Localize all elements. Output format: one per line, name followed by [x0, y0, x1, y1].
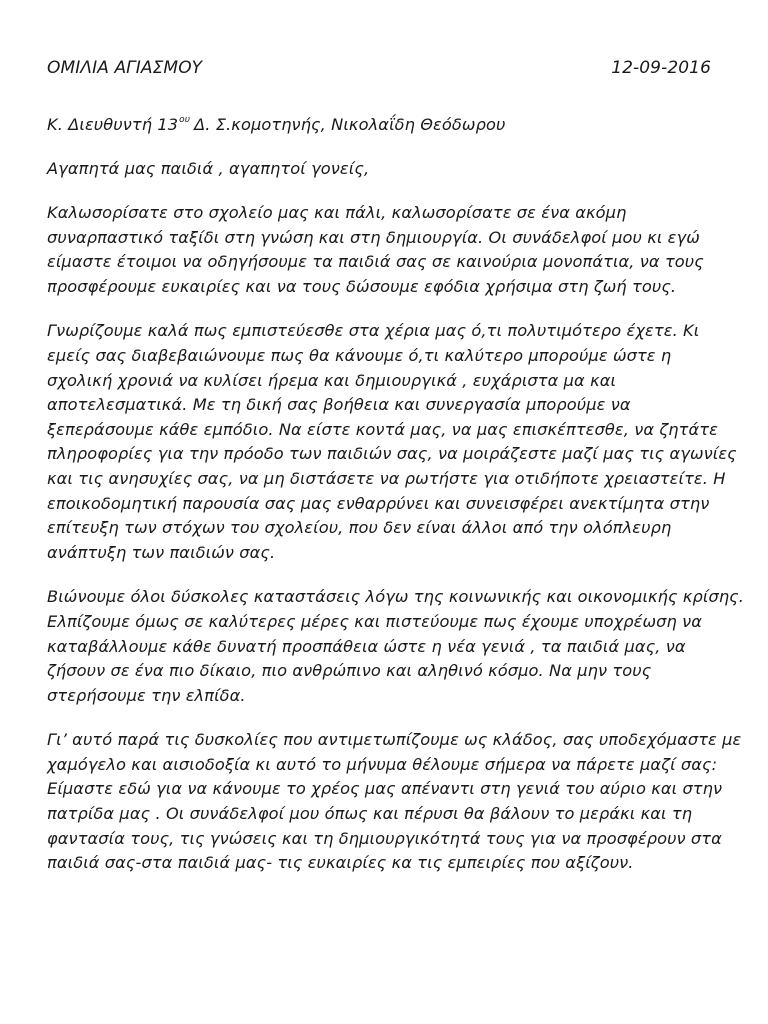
paragraph-line: πατρίδα μας . Οι συνάδελφοί μου όπως και πέρυσι θα βάλουν το μεράκι και τη — [47, 804, 693, 824]
paragraph-line: παιδιά σας-στα παιδιά μας- τις ευκαιρίες κα τις εμπειρίες που αξίζουν. — [47, 853, 634, 873]
speech-paragraph — [47, 201, 715, 299]
paragraph-line: ανάπτυξη των παιδιών σας. — [47, 542, 276, 562]
paragraph-line: στερήσουμε την ελπίδα. — [47, 685, 246, 705]
addressee-prefix: Κ. Διευθυντή 13 — [47, 115, 179, 134]
paragraph-line: χαμόγελο και αισιοδοξία κι αυτό το μήνυμα θέλουμε σήμερα να πάρετε μαζί σας: — [47, 754, 718, 774]
paragraph-line: Γνωρίζουμε καλά πως εμπιστεύεσθε στα χέρια μας ό,τι πολυτιμότερο έχετε. Κι — [47, 321, 700, 341]
paragraph-line: Γι’ αυτό παρά τις δυσκολίες που αντιμετωπίζουμε ως κλάδος, σας υποδεχόμαστε με — [47, 730, 742, 750]
paragraph-line: είμαστε έτοιμοι να οδηγήσουμε τα παιδιά σας σε καινούρια μονοπάτια, να τους — [47, 252, 704, 272]
document-header — [47, 58, 715, 88]
paragraph-line: Είμαστε εδώ για να κάνουμε το χρέος μας απέναντι στη γενιά του αύριο και στην — [47, 779, 723, 799]
paragraph-line: Καλωσορίσατε στο σχολείο μας και πάλι, καλωσορίσατε σε ένα ακόμη — [47, 203, 627, 222]
speech-document — [47, 58, 745, 876]
paragraph-line: Ελπίζουμε όμως σε καλύτερες μέρες και πιστεύουμε πως έχουμε υποχρέωση να — [47, 611, 703, 631]
speech-paragraph — [47, 728, 742, 876]
paragraph-line: και τις ανησυχίες σας, να μη διστάσετε να ρωτήστε για οτιδήποτε χρειαστείτε. Η — [47, 468, 726, 488]
paragraph-line: εποικοδομητική παρουσία σας μας ενθαρρύνει και συνεισφέρει ανεκτίμητα στην — [47, 493, 710, 513]
paragraph-line: ξεπεράσουμε κάθε εμπόδιο. Να είστε κοντά μας, να μας επισκέπτεσθε, να ζητάτε — [47, 419, 718, 439]
paragraph-line: φαντασία τους, τις γνώσεις και τη δημιουργικότητά τους για να προσφέρουν στα — [47, 828, 722, 848]
paragraph-line: αποτελεσματικά. Με τη δική σας βοήθεια και συνεργασία μπορούμε να — [47, 395, 631, 415]
speech-paragraph — [47, 585, 745, 708]
paragraph-line: πληροφορίες για την πρόοδο των παιδιών σας, να μοιράζεστε μαζί μας τις αγωνίες — [47, 444, 737, 464]
speech-paragraph — [47, 319, 737, 565]
paragraph-line: συναρπαστικό ταξίδι στη γνώση και στη δημιουργία. Οι συνάδελφοί μου κι εγώ — [47, 227, 700, 247]
paragraph-line: προσφέρουμε ευκαιρίες και να τους δώσουμε εφόδια χρήσιμα στη ζωή τους. — [47, 276, 677, 296]
paragraph-line: καταβάλλουμε κάθε δυνατή προσπάθεια ώστε η νέα γενιά , τα παιδιά μας, να — [47, 636, 686, 656]
addressee-line — [47, 108, 715, 137]
addressee-rest: Δ. Σ.κομοτηνής, Νικολαΐδη Θεόδωρου — [194, 115, 506, 134]
paragraph-line: ζήσουν σε ένα πιο δίκαιο, πιο ανθρώπινο και αληθινό κόσμο. Να μην τους — [47, 661, 652, 681]
addressee-ordinal-superscript: ου — [179, 115, 191, 125]
paragraph-line: σχολική χρονιά να κυλίσει ήρεμα και δημιουργικά , ευχάριστα μα και — [47, 370, 617, 390]
speech-body — [47, 201, 745, 876]
greeting-line: Αγαπητά μας παιδιά , αγαπητοί γονείς, — [47, 159, 370, 178]
document-date: 12-09-2016 — [611, 58, 711, 78]
document-title: ΟΜΙΛΙΑ ΑΓΙΑΣΜΟΥ — [47, 58, 203, 78]
paragraph-line: εμείς σας διαβεβαιώνουμε πως θα κάνουμε ό,τι καλύτερο μπορούμε ώστε η — [47, 345, 672, 365]
paragraph-line: Βιώνουμε όλοι δύσκολες καταστάσεις λόγω της κοινωνικής και οικονομικής κρίσης. — [47, 587, 745, 607]
paragraph-line: επίτευξη των στόχων του σχολείου, που δεν είναι άλλοι από την ολόπλευρη — [47, 518, 672, 538]
